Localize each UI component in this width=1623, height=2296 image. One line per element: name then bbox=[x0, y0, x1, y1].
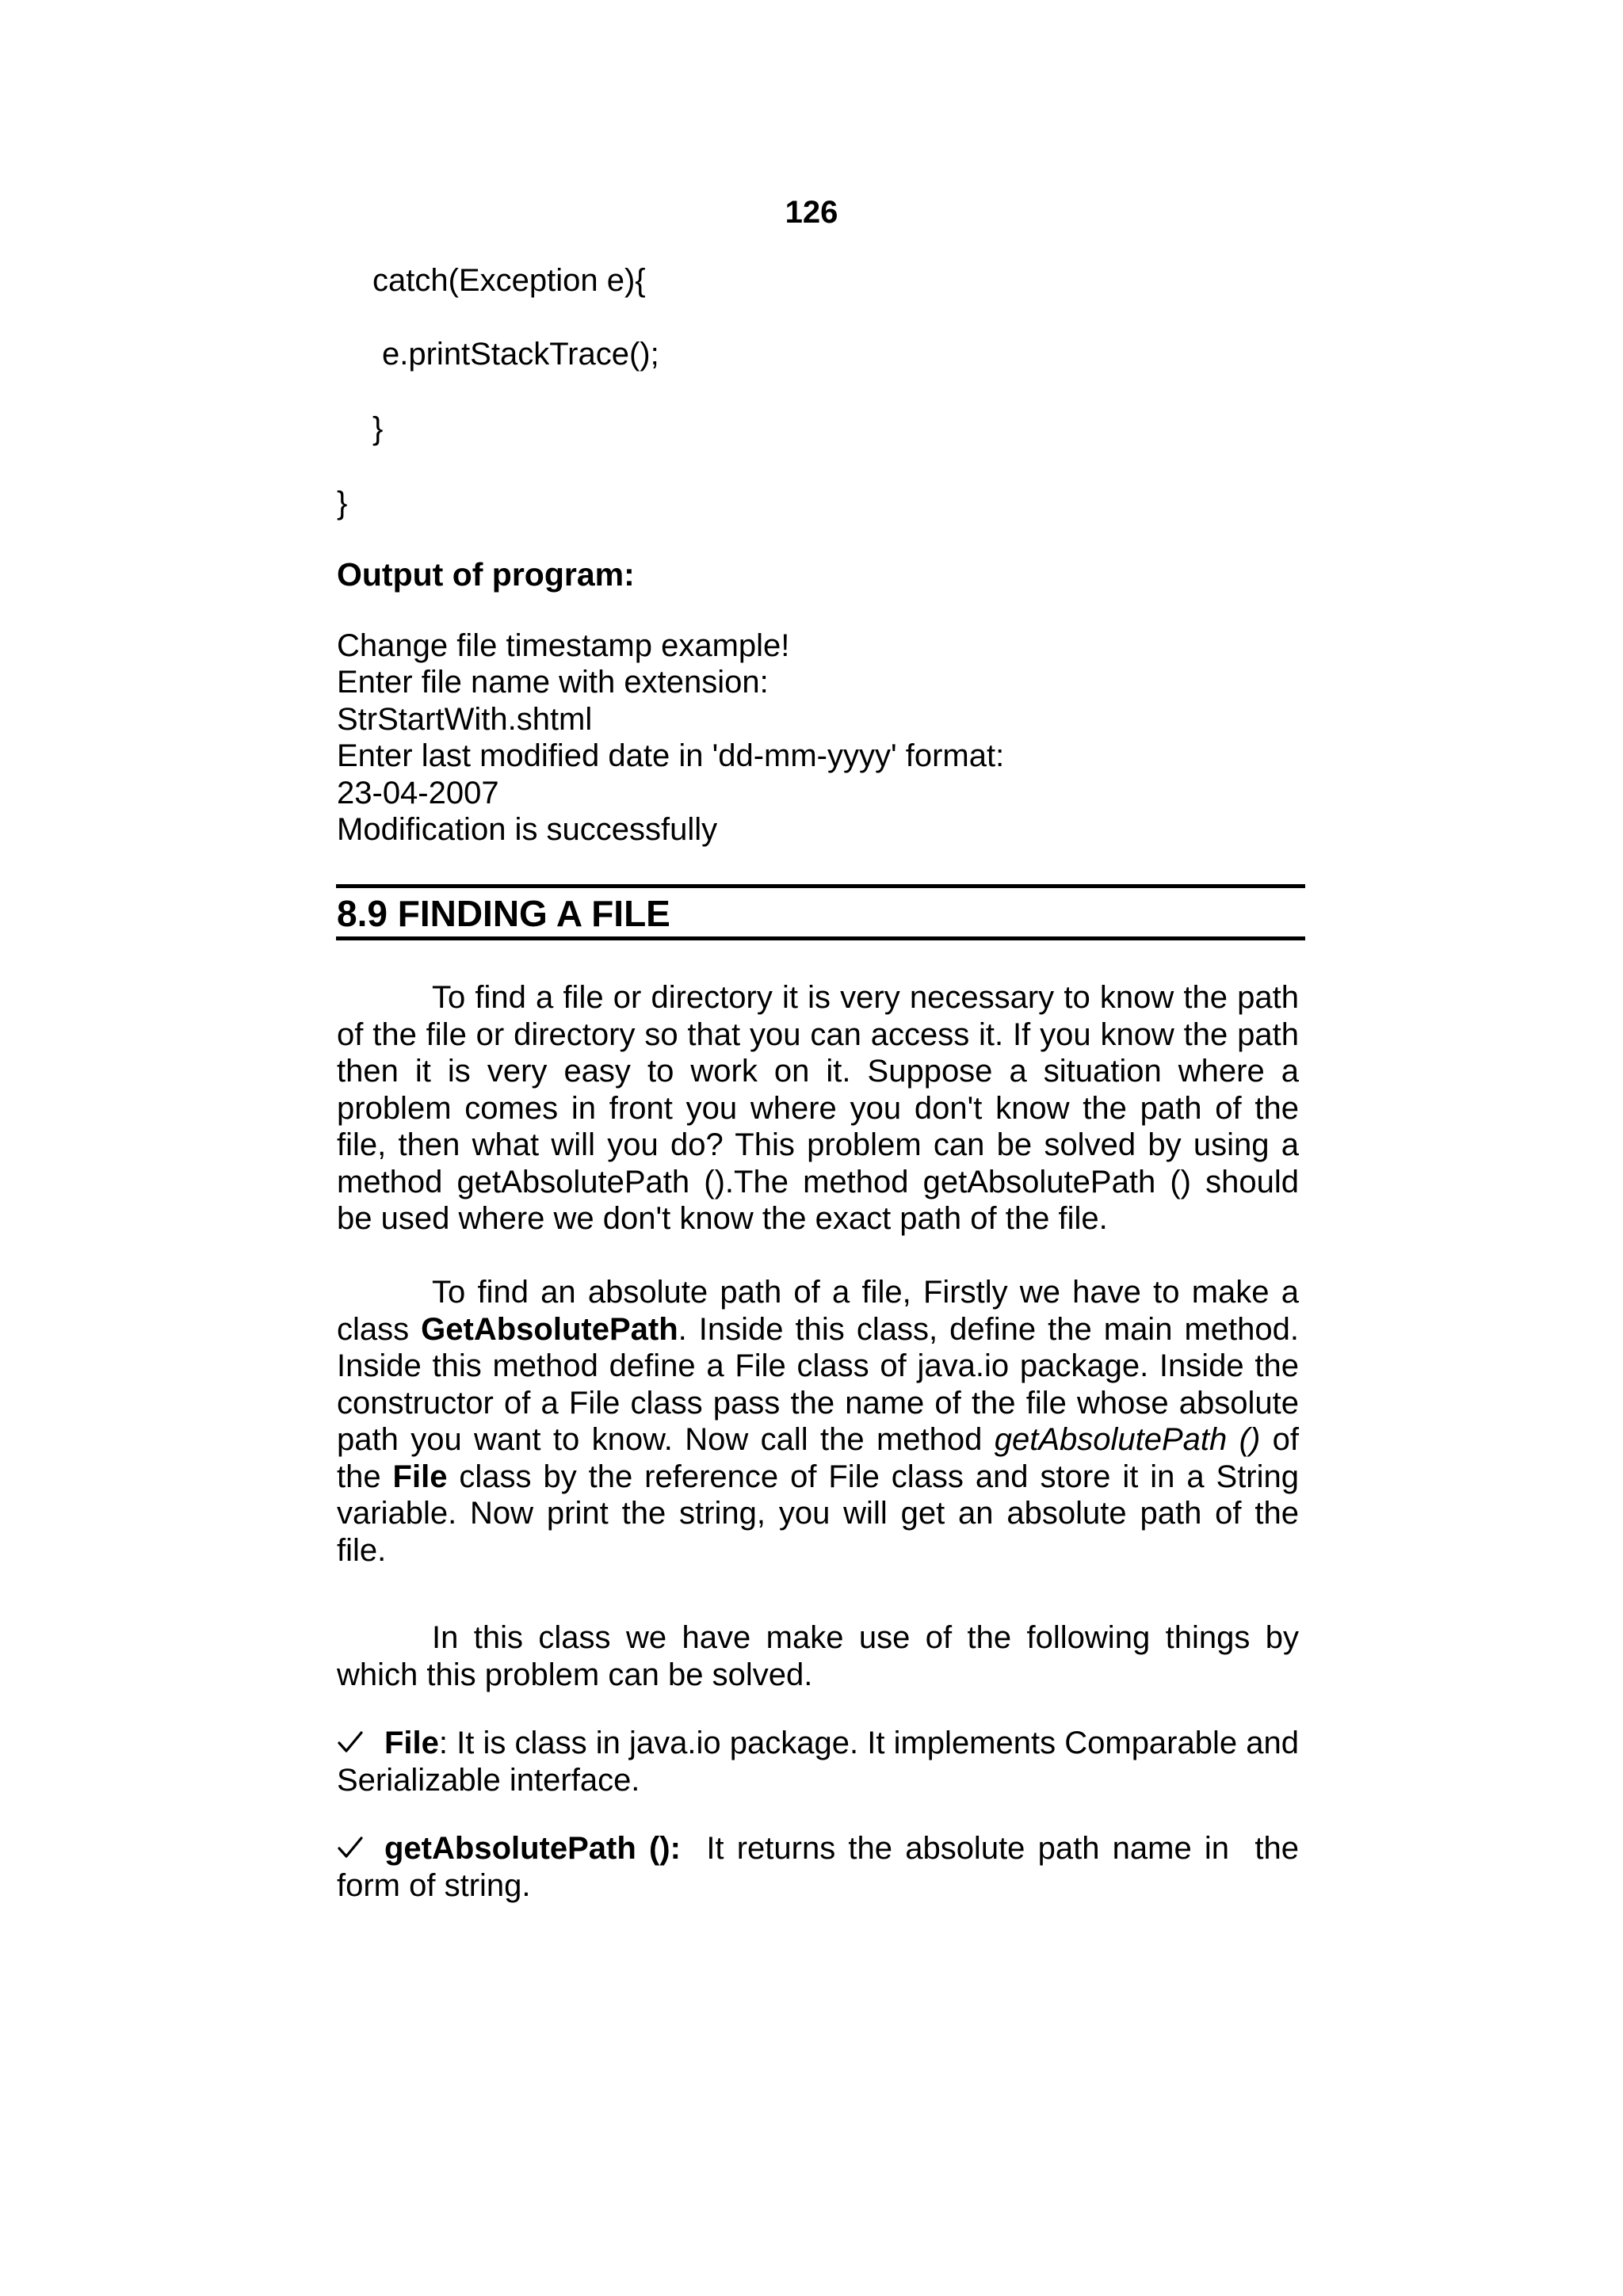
output-heading: Output of program: bbox=[337, 556, 635, 593]
paragraph-1: To find a file or directory it is very necessary to know the path of the file or directory so that you can access it. If you know the path then it is very easy to work on it. Suppose a situation where a problem comes in front you where you don't know the path of the file, then what will you do? This problem can be solved by using a method getAbsolutePath ().The method getAbsolutePath () should be used where we don't know the exact path of the file. bbox=[337, 980, 1299, 1236]
section-rule-bottom bbox=[336, 936, 1305, 940]
code-line-print-stack-trace: e.printStackTrace(); bbox=[382, 337, 659, 372]
program-output bbox=[337, 627, 1004, 848]
paragraph-2-text: . Inside this class, define the main method. Inside this method define a File class of java.io package. Inside the constructor of a File class pass the name of the file whose absolute path you want to know. Now call the method bbox=[337, 1311, 1299, 1457]
check-icon bbox=[337, 1835, 364, 1860]
bullet-item-getabsolutepath bbox=[337, 1830, 1308, 1904]
paragraph-2-text: class by the reference of File class and store it in a String variable. Now print the string, you will get an absolute path of the file. bbox=[337, 1459, 1300, 1568]
bullet-term: getAbsolutePath (): bbox=[384, 1831, 681, 1866]
method-name-getabsolutepath: getAbsolutePath () bbox=[994, 1422, 1261, 1457]
paragraph-2-text: To find an absolute path of a file, Firstly we have to make a class bbox=[337, 1275, 1299, 1347]
section-title: 8.9 FINDING A FILE bbox=[337, 893, 670, 934]
page-number: 126 bbox=[785, 195, 838, 230]
section-rule-top bbox=[336, 884, 1305, 888]
paragraph-3: In this class we have make use of the following things by which this problem can be solved. bbox=[337, 1620, 1299, 1692]
paragraph-2 bbox=[337, 1274, 1299, 1569]
output-line: Enter last modified date in 'dd-mm-yyyy' format: bbox=[337, 738, 1005, 774]
bullet-term: File bbox=[384, 1726, 439, 1760]
paragraph-2-text: of the bbox=[337, 1422, 1300, 1494]
output-line: StrStartWith.shtml bbox=[337, 701, 593, 737]
code-line-close-class: } bbox=[337, 486, 348, 521]
output-line: Modification is successfully bbox=[337, 812, 718, 848]
output-line: Change file timestamp example! bbox=[337, 628, 790, 663]
bullet-text: : It is class in java.io package. It implements Comparable and Serializable interface. bbox=[337, 1726, 1299, 1798]
output-line: 23-04-2007 bbox=[337, 775, 499, 810]
class-name-file: File bbox=[392, 1459, 448, 1494]
check-icon bbox=[337, 1730, 364, 1755]
bullet-text: It returns the absolute path name in the form of string. bbox=[337, 1831, 1308, 1903]
class-name-getabsolutepath: GetAbsolutePath bbox=[421, 1311, 678, 1347]
code-line-catch: catch(Exception e){ bbox=[372, 263, 646, 298]
output-line: Enter file name with extension: bbox=[337, 665, 769, 700]
code-line-close-catch: } bbox=[372, 411, 384, 446]
bullet-item-file bbox=[337, 1725, 1299, 1798]
